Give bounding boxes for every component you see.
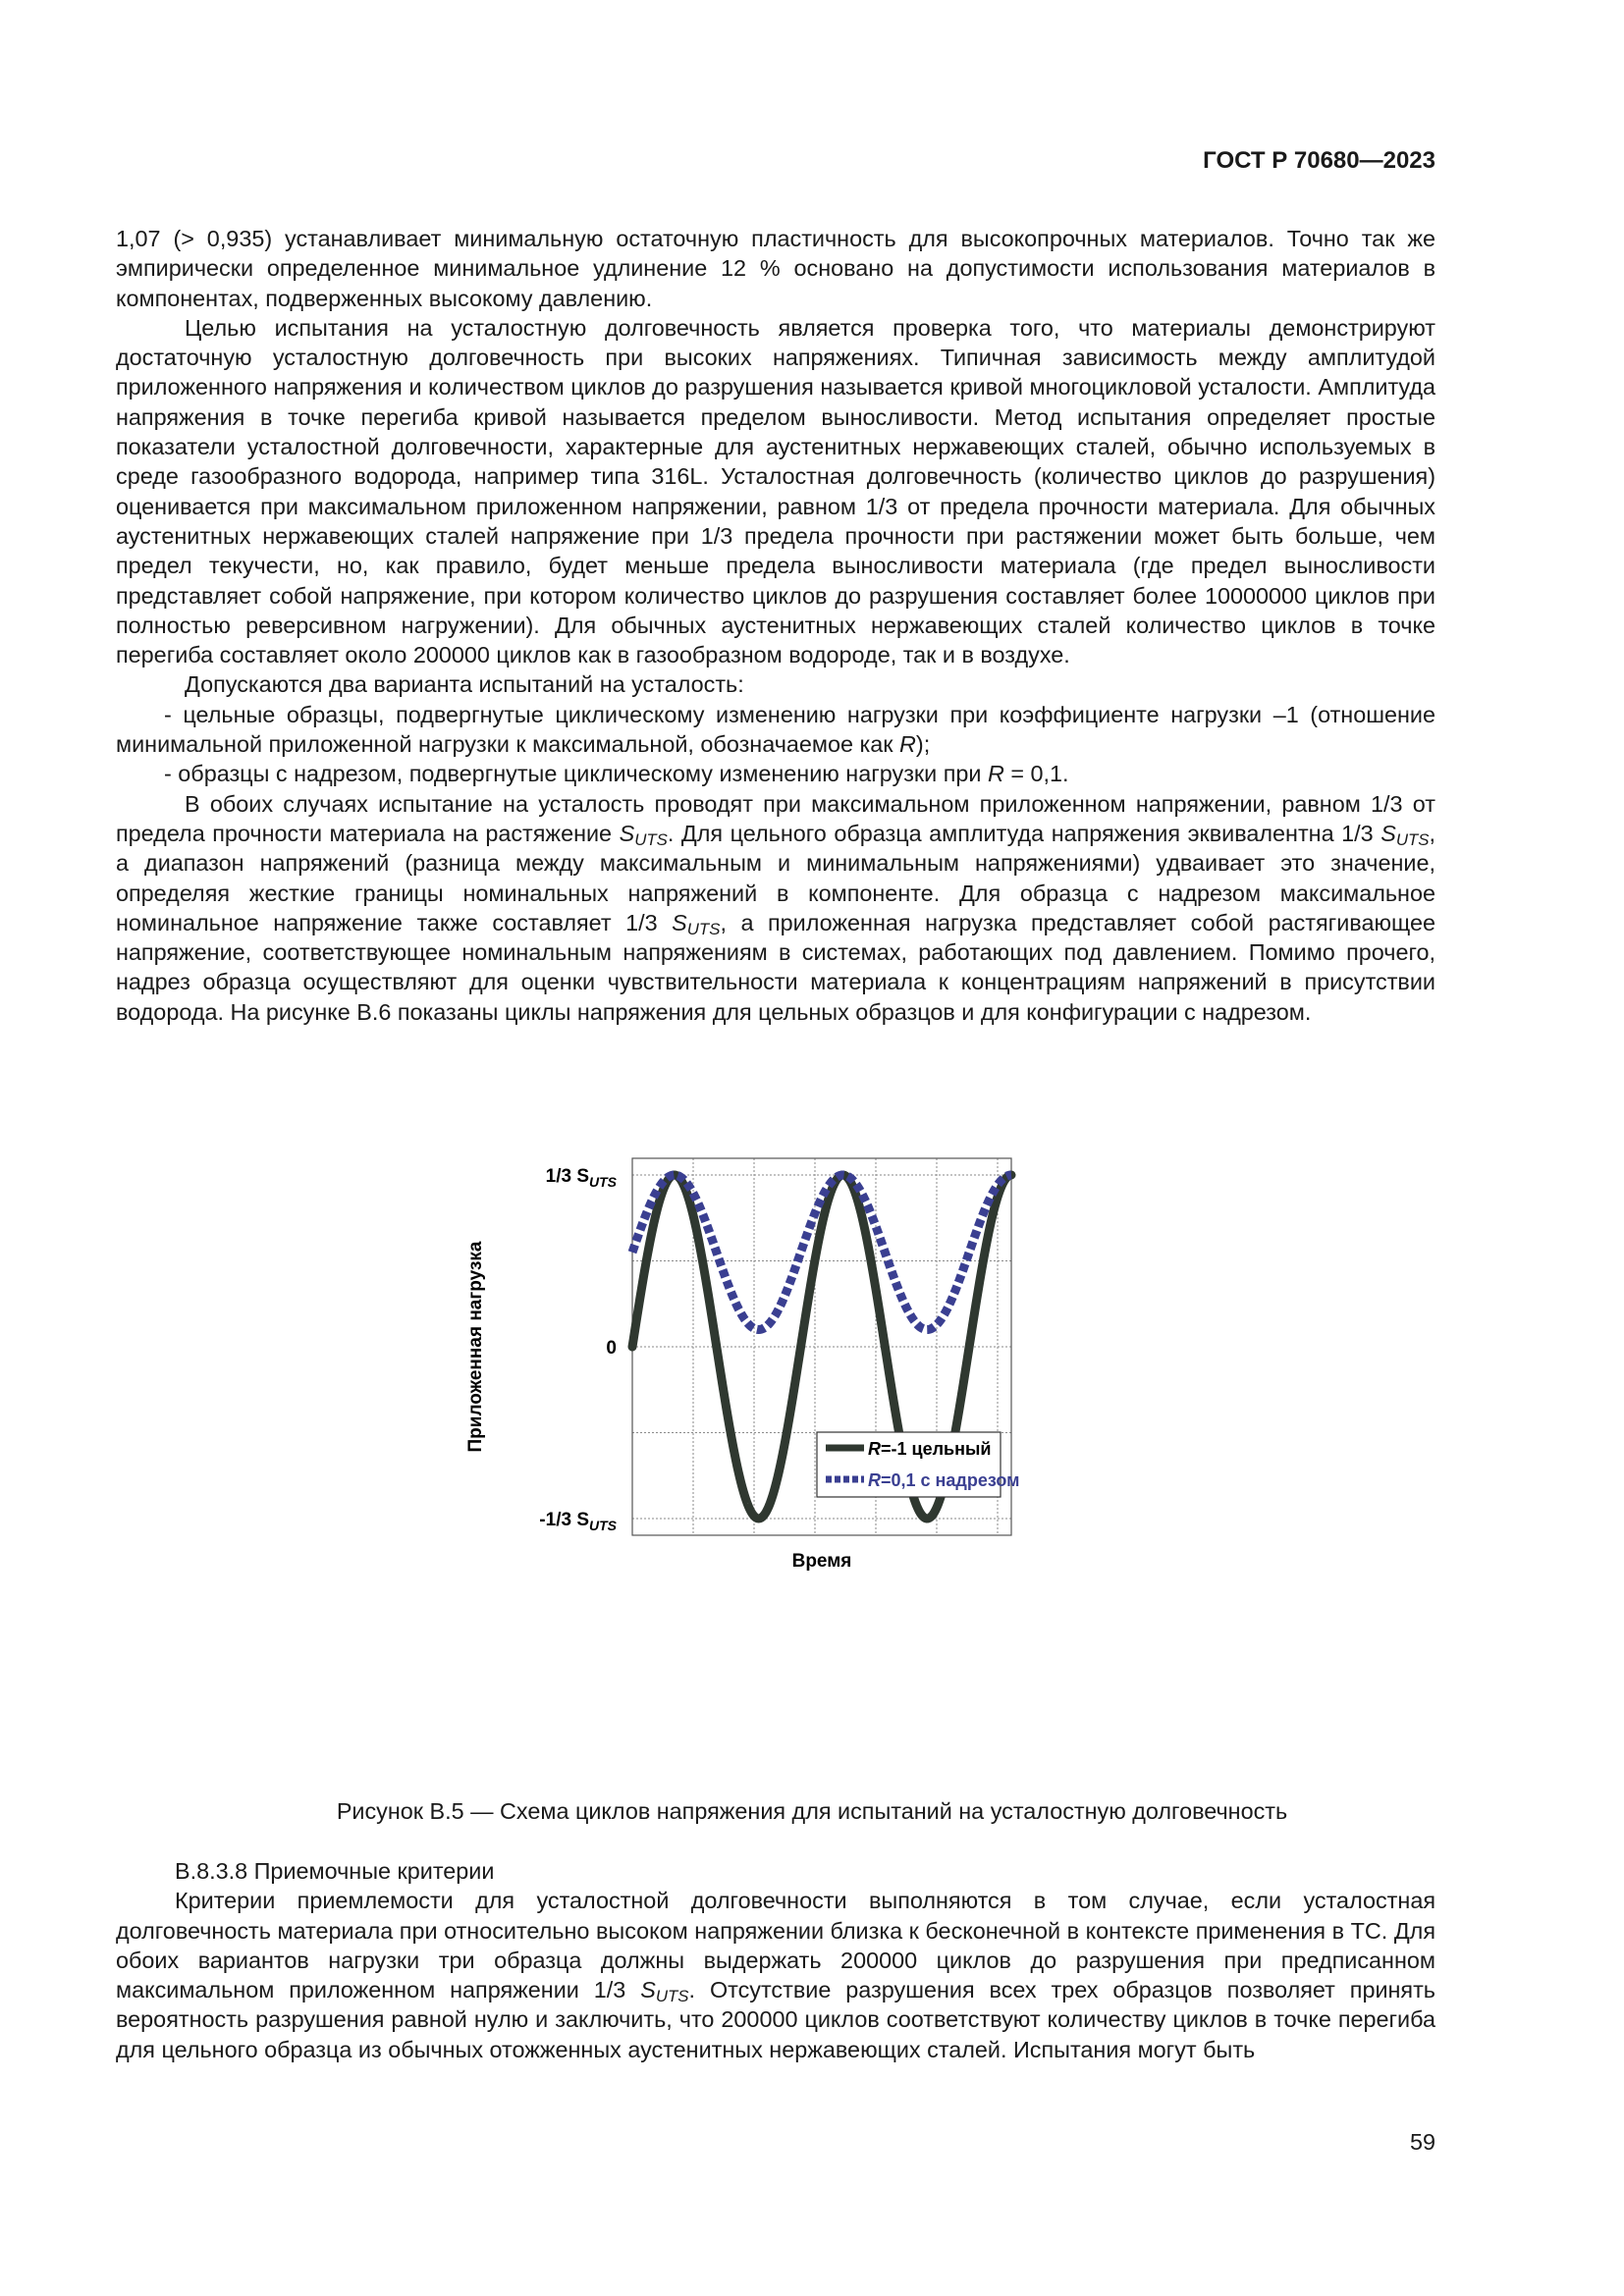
paragraph-2: Целью испытания на усталостную долговечность является проверка того, что материалы демонстрируют достаточную усталостную долговечность при высоких напряжениях. Типичная зависимость между амплитудой приложенного напряжения и количеством циклов до разрушения называется кривой многоцикловой усталости. Амплитуда напряжения в точке перегиба кривой называется пределом выносливости. Метод испытания определяет простые показатели усталостной долговечности, характерные для аустенитных нержавеющих сталей, обычно используемых в среде газообразного водорода, например типа 316L. Усталостная долговечность (количество циклов до разрушения) оценивается при максимальном приложенном напряжении, равном 1/3 от предела прочности материала. Для обычных аустенитных нержавеющих сталей напряжение при 1/3 предела прочности при растяжении может быть больше, чем предел текучести, но, как правило, будет меньше предела выносливости материала (где предел выносливости представляет собой напряжение, при котором количество циклов до разрушения составляет более 10000000 циклов при полностью реверсивном нагружении). Для обычных аустенитных нержавеющих сталей количество циклов в точке перегиба составляет около 200000 циклов как в газообразном водороде, так и в воздухе. (116, 314, 1435, 668)
y-tick-label-zero: 0 (606, 1338, 617, 1359)
section-heading: В.8.3.8 Приемочные критерии (175, 1858, 495, 1884)
list-item-notched-specimens: - образцы с надрезом, подвергнутые циклическому изменению нагрузки при R = 0,1. (164, 761, 1069, 787)
stress-cycle-figure (422, 1139, 1168, 1767)
paragraph-1: 1,07 (> 0,935) устанавливает минимальную остаточную пластичность для высокопрочных материалов. Точно так же эмпирически определенное минимальное удлинение 12 % основано на допустимости использования материалов в компонентах, подверженных высокому давлению. (116, 226, 1435, 311)
body-text-top (116, 224, 1435, 1027)
legend-entry-notched: R=0,1 с надрезом (868, 1470, 1020, 1490)
list-item-solid-specimens: - цельные образцы, подвергнутые циклическому изменению нагрузки при коэффициенте нагрузки –1 (отношение минимальной приложенной нагрузки к максимальной, обозначаемое как R); (116, 701, 1435, 758)
paragraph-6: В обоих случаях испытание на усталость проводят при максимальном приложенном напряжении, равном 1/3 от предела прочности материала на растяжение $S_{UTS}$. Для цельного образца амплитуда напряжения эквивалентна 1/3 $S_{UTS}$, а диапазон напряжений (разница между максимальным и минимальным напряжениями) удваивает это значение, определяя жесткие границы номинальных напряжений в компоненте. Для образца с надрезом максимальное номинальное напряжение также составляет 1/3 $S_{UTS}$, а приложенная нагрузка представляет собой растягивающее напряжение, соответствующее номинальным напряжениям в системах, работающих под давлением. Помимо прочего, надрез образца осуществляют для оценки чувствительности материала к концентрациям напряжений в присутствии водорода. На рисунке В.6 показаны циклы напряжения для цельных образцов и для конфигурации с надрезом. (116, 790, 1435, 1025)
paragraph-3: Допускаются два варианта испытаний на усталость: (185, 671, 744, 698)
chart-legend (817, 1432, 1019, 1497)
body-text-bottom (116, 1856, 1435, 2064)
stress-cycle-chart (422, 1139, 1168, 1767)
document-code: ГОСТ Р 70680—2023 (1203, 147, 1435, 174)
y-tick-label-top: 1/3 $S_{UTS}$ (545, 1166, 617, 1190)
y-tick-label-bottom: -1/3 $S_{UTS}$ (539, 1510, 617, 1533)
figure-caption: Рисунок В.5 — Схема циклов напряжения для испытаний на усталостную долговечность (336, 1798, 1288, 1824)
legend-entry-solid: R=-1 цельный (868, 1439, 992, 1459)
page-number: 59 (1409, 2129, 1435, 2155)
acceptance-paragraph: Критерии приемлемости для усталостной долговечности выполняются в том случае, если усталостная долговечность материала при относительно высоком напряжении близка к бесконечной в контексте применения в ТС. Для обоих вариантов нагрузки три образца должны выдержать 200000 циклов до разрушения при предписанном максимальном приложенном напряжении 1/3 $S_{UTS}$. Отсутствие разрушения всех трех образцов позволяет принять вероятность разрушения равной нулю и заключить, что 200000 циклов соответствуют количеству циклов в точке перегиба для цельного образца из обычных отожженных аустенитных нержавеющих сталей. Испытания могут быть (116, 1888, 1435, 2062)
x-axis-label: Время (791, 1551, 852, 1572)
y-axis-label: Приложенная нагрузка (465, 1241, 486, 1453)
